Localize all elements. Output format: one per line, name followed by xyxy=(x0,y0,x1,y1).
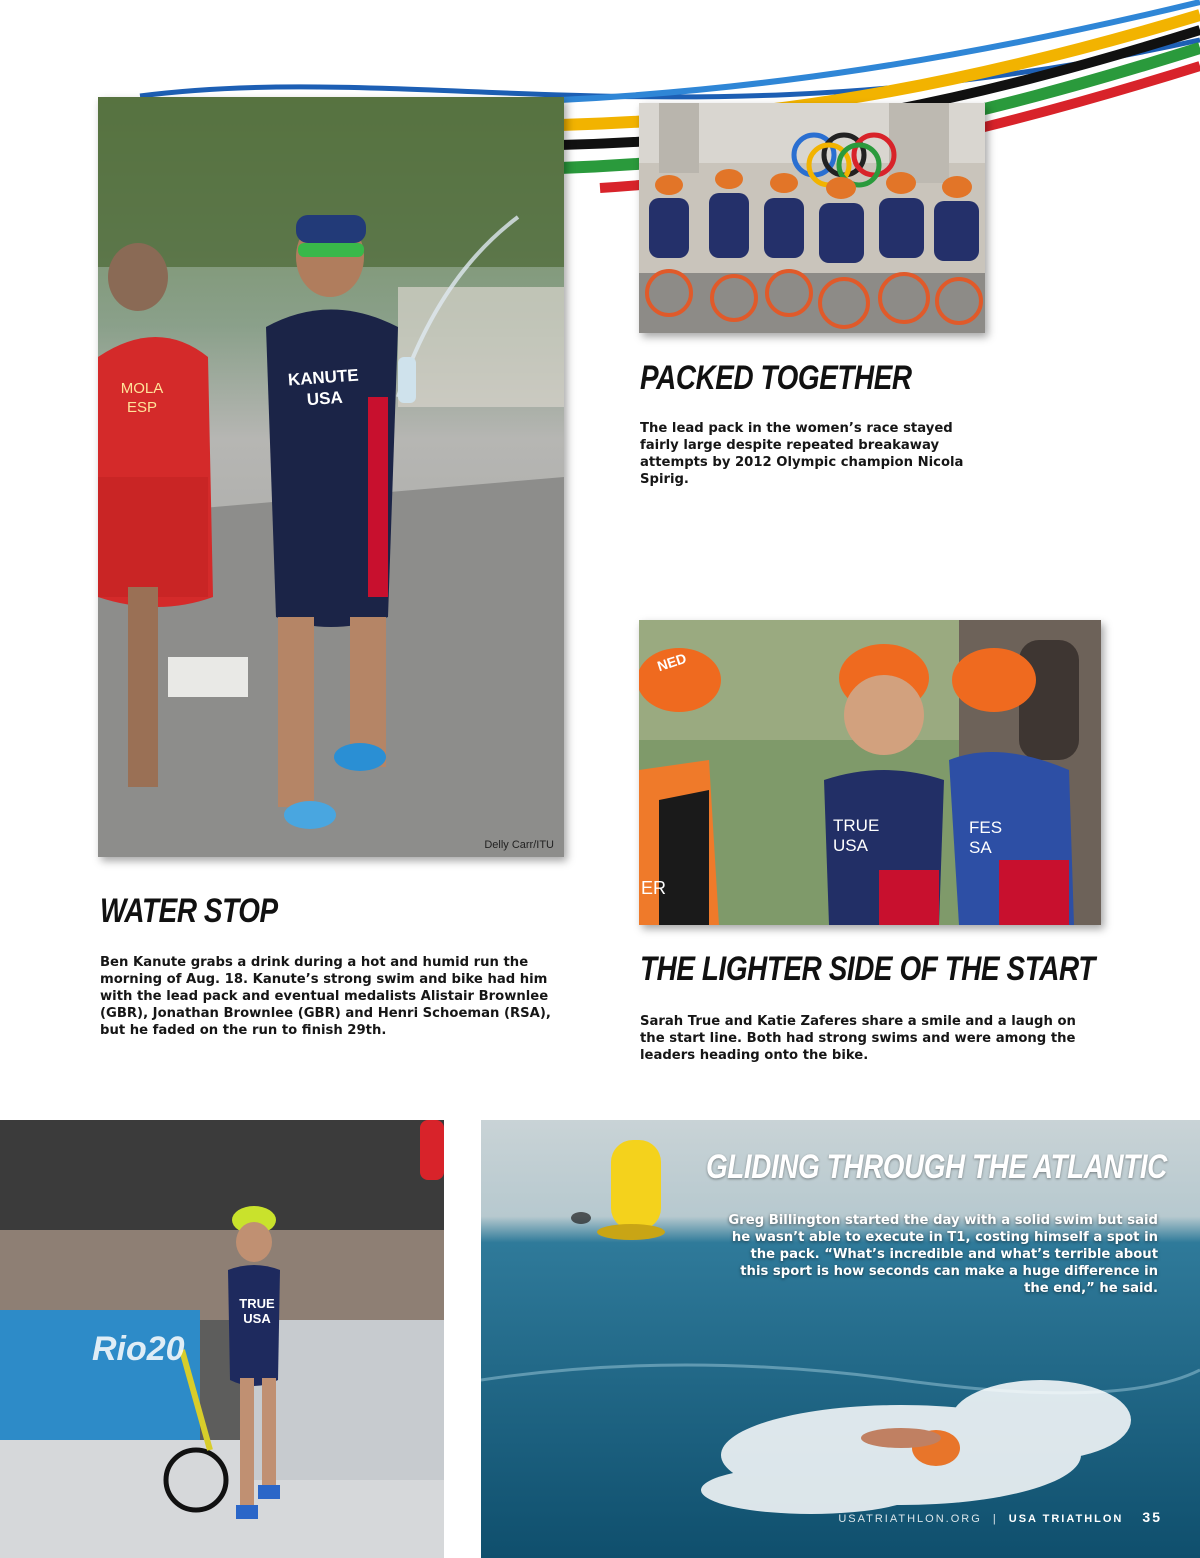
packed-together-headline: PACKED TOGETHER xyxy=(640,359,912,397)
jersey-country: SA xyxy=(969,838,992,857)
jersey-name: TRUE xyxy=(239,1296,275,1311)
jersey-text-true xyxy=(833,816,893,856)
footer-separator: | xyxy=(992,1513,998,1525)
footer-brand: USA TRIATHLON xyxy=(1008,1513,1124,1525)
transition-photo xyxy=(0,1120,444,1558)
rio-banner-text: Rio20 xyxy=(92,1330,185,1368)
jersey-country: USA xyxy=(833,836,868,855)
gliding-headline: GLIDING THROUGH THE ATLANTIC xyxy=(706,1148,1167,1186)
gliding-caption: Greg Billington started the day with a solid swim but said he wasn’t able to execute in T1, costing himself a spot in the pack. “What’s incredible and what’s terrible about this sport is how seconds can make a huge difference in the end,” he said. xyxy=(728,1213,1158,1296)
jersey-name: KANUTE xyxy=(287,365,360,390)
lighter-side-headline: THE LIGHTER SIDE OF THE START xyxy=(640,950,1095,988)
packed-together-caption: The lead pack in the women’s race stayed fairly large despite repeated breakaway attempts by 2012 Olympic champion Nicola Spirig. xyxy=(640,421,964,487)
jersey-text-true xyxy=(232,1296,282,1326)
water-stop-photo xyxy=(98,97,564,857)
jersey-country: USA xyxy=(243,1311,271,1326)
packed-together-photo xyxy=(639,103,985,333)
page-number: 35 xyxy=(1142,1509,1162,1525)
water-stop-headline: WATER STOP xyxy=(100,892,278,930)
page-footer xyxy=(838,1509,1162,1525)
jersey-name: TRUE xyxy=(833,816,880,835)
jersey-name: FES xyxy=(969,818,1003,837)
jersey-text-mola xyxy=(112,379,172,417)
jersey-text-zaferes xyxy=(969,818,1029,858)
water-stop-caption: Ben Kanute grabs a drink during a hot and humid run the morning of Aug. 18. Kanute’s strong swim and bike had him with the lead pack and eventual medalists Alistair Brownlee (GBR), Jonathan Brownlee (GBR) and Henri Schoeman (RSA), but he faded on the run to finish 29th. xyxy=(100,955,551,1038)
footer-website: USATRIATHLON.ORG xyxy=(838,1513,982,1525)
photo-credit: Delly Carr/ITU xyxy=(484,839,554,851)
lighter-side-photo xyxy=(639,620,1101,925)
jersey-text-kanute xyxy=(273,364,376,413)
swim-cap-text: NED xyxy=(655,649,689,675)
jersey-country: USA xyxy=(306,387,344,410)
lighter-side-caption: Sarah True and Katie Zaferes share a smile and a laugh on the start line. Both had strong swims and were among the leaders heading onto the bike. xyxy=(640,1014,1076,1063)
jersey-country: ESP xyxy=(126,399,157,416)
jersey-text-edge: ER xyxy=(641,878,667,898)
jersey-name: MOLA xyxy=(120,380,164,397)
